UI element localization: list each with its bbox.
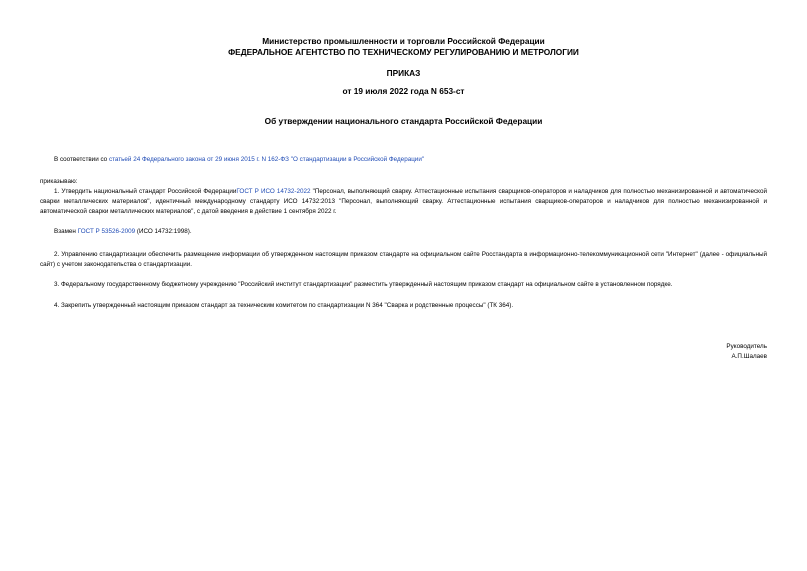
federal-law-link[interactable]: статьей 24 Федерального закона от 29 июня 2015 г. N 162-ФЗ "О стандартизации в Российской Федерации" xyxy=(108,156,425,163)
legal-basis-paragraph xyxy=(40,155,767,165)
ministry-name: Министерство промышленности и торговли Российской Федерации xyxy=(262,36,545,46)
order-item-2: 2. Управлению стандартизации обеспечить размещение информации об утвержденном настоящим приказом стандарте на официальном сайте Росстандарта в информационно-телекоммуникационной сети "Интернет" (далее - официальный сайт) с учетом законодательства о стандартизации. xyxy=(40,251,767,268)
order-item-1 xyxy=(40,187,767,217)
item-1-prefix: 1. Утвердить национальный стандарт Российской Федерации xyxy=(54,188,237,195)
document-type: ПРИКАЗ xyxy=(386,68,421,78)
order-item-4: 4. Закрепить утвержденный настоящим приказом стандарт за техническим комитетом по стандартизации N 364 "Сварка и родственные процессы" (ТК 364). xyxy=(54,302,514,309)
gost-53526-2009-link[interactable]: ГОСТ Р 53526-2009 xyxy=(77,228,136,235)
legal-basis-prefix: В соответствии со xyxy=(54,156,109,163)
gost-iso-14732-2022-link[interactable]: ГОСТ Р ИСО 14732-2022 xyxy=(236,188,311,195)
replacement-suffix: (ИСО 14732:1998). xyxy=(135,228,192,235)
document-date-number: от 19 июля 2022 года N 653-ст xyxy=(342,86,465,96)
agency-name: ФЕДЕРАЛЬНОЕ АГЕНТСТВО ПО ТЕХНИЧЕСКОМУ РЕГУЛИРОВАНИЮ И МЕТРОЛОГИИ xyxy=(228,47,579,57)
document-title: Об утверждении национального стандарта Российской Федерации xyxy=(264,116,543,126)
signatory-position: Руководитель xyxy=(726,343,767,350)
signatory-name: А.П.Шалаев xyxy=(731,353,767,360)
order-word: приказываю: xyxy=(40,178,78,185)
order-item-3: 3. Федеральному государственному бюджетному учреждению "Российский институт стандартизации" разместить утвержденный настоящим приказом стандарт на официальном сайте в установленном порядке. xyxy=(54,281,673,288)
item-1-text: "Персонал, выполняющий сварку. Аттестационные испытания сварщиков-операторов и наладчиков для полностью механизированной и автоматической сварки металлических материалов", идентичный международному стандарту ИСО 14732:2013 "Персонал, выполняющий сварку. Аттестационные испытания сварщиков-операторов и наладчиков для полностью механизированной и автоматической сварки металлических материалов", с датой введения в действие 1 сентября 2022 г. xyxy=(40,188,767,215)
replacement-paragraph xyxy=(40,227,767,237)
replacement-prefix: Взамен xyxy=(54,228,78,235)
